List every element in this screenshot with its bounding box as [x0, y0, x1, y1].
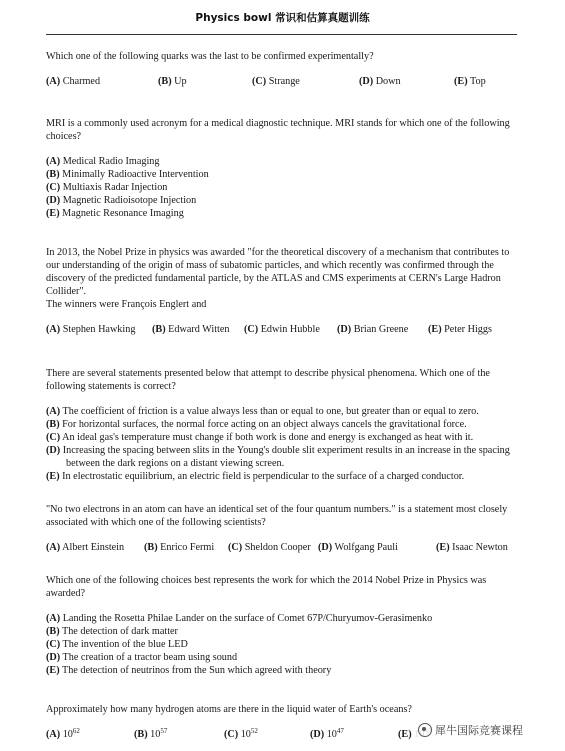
choice-c[interactable]: (C) $10^{52}$ — [224, 727, 258, 740]
question-stem: There are several statements presented below that attempt to describe physical phenomena. Which one of the following statements is correct? — [46, 368, 490, 392]
question-stem: MRI is a commonly used acronym for a medical diagnostic technique. MRI stands for which one of the following choices? — [46, 118, 510, 142]
choice-e[interactable]: (E) Top — [454, 76, 486, 87]
watermark — [414, 721, 527, 739]
choice-d[interactable]: (D) $10^{47}$ — [310, 727, 344, 740]
choice-e[interactable]: (E) Peter Higgs — [428, 324, 492, 335]
choice-e[interactable]: (E) — [398, 729, 412, 740]
choice-c[interactable]: (C) The invention of the blue LED — [46, 639, 188, 650]
choice-a[interactable]: (A) Albert Einstein — [46, 542, 125, 553]
question-2 — [46, 117, 518, 220]
choice-list — [46, 405, 518, 483]
question-6 — [46, 574, 518, 677]
choice-a[interactable]: (A) Charmed — [46, 76, 101, 87]
choice-d[interactable]: (D) Magnetic Radioisotope Injection — [46, 195, 197, 206]
choice-b[interactable]: (B) Minimally Radioactive Intervention — [46, 169, 209, 180]
choice-a[interactable]: (A) The coefficient of friction is a value always less than or equal to one, but greater than or equal to zero. — [46, 406, 479, 417]
choice-d[interactable]: (D) The creation of a tractor beam using sound — [46, 652, 238, 663]
choice-c[interactable]: (C) Sheldon Cooper — [228, 542, 311, 553]
choice-b[interactable]: (B) For horizontal surfaces, the normal force acting on an object always cancels the gravitational force. — [46, 419, 467, 430]
choice-list — [46, 155, 518, 220]
choice-row — [46, 541, 518, 555]
choice-d[interactable]: (D) Increasing the spacing between slits in the Young's double slit experiment results in an increase in the spacing between the dark regions on a distant viewing screen. — [46, 445, 510, 469]
wechat-icon — [418, 723, 432, 737]
choice-c[interactable]: (C) Strange — [252, 76, 300, 87]
question-stem: Approximately how many hydrogen atoms are there in the liquid water of Earth's oceans? — [46, 704, 412, 715]
choice-a[interactable]: (A) Medical Radio Imaging — [46, 156, 160, 167]
question-1 — [46, 50, 518, 89]
choice-c[interactable]: (C) Multiaxis Radar Injection — [46, 182, 168, 193]
question-stem: Which one of the following choices best represents the work for which the 2014 Nobel Prize in Physics was awarded? — [46, 575, 487, 599]
choice-row — [46, 75, 518, 89]
header-rule — [46, 34, 517, 35]
choice-d[interactable]: (D) Down — [359, 76, 401, 87]
choice-e[interactable]: (E) Isaac Newton — [436, 542, 508, 553]
choice-c[interactable]: (C) An ideal gas's temperature must change if both work is done and energy is exchanged as heat with it. — [46, 432, 474, 443]
question-stem-continued: The winners were François Englert and — [46, 299, 207, 310]
question-stem: "No two electrons in an atom can have an identical set of the four quantum numbers." is a statement most closely associated with which one of the following scientists? — [46, 504, 508, 528]
choice-e[interactable]: (E) In electrostatic equilibrium, an electric field is perpendicular to the surface of a charged conductor. — [46, 471, 465, 482]
choice-b[interactable]: (B) Enrico Fermi — [144, 542, 215, 553]
choice-a[interactable]: (A) Landing the Rosetta Philae Lander on the surface of Comet 67P/Churyumov-Gerasimenko — [46, 613, 433, 624]
question-stem: In 2013, the Nobel Prize in physics was awarded "for the theoretical discovery of a mechanism that contributes to our understanding of the origin of mass of subatomic particles, and which recently was confirmed through the discovery of the predicted fundamental particle, by the ATLAS and CMS experiments at CERN's Large Hadron Collider". — [46, 247, 510, 297]
choice-b[interactable]: (B) Up — [158, 76, 187, 87]
question-4 — [46, 367, 518, 483]
choice-e[interactable]: (E) Magnetic Resonance Imaging — [46, 208, 184, 219]
choice-b[interactable]: (B) The detection of dark matter — [46, 626, 178, 637]
choice-b[interactable]: (B) $10^{57}$ — [134, 727, 168, 740]
choice-d[interactable]: (D) Wolfgang Pauli — [318, 542, 398, 553]
choice-d[interactable]: (D) Brian Greene — [337, 324, 409, 335]
question-stem: Which one of the following quarks was the last to be confirmed experimentally? — [46, 51, 374, 62]
choice-row — [46, 323, 518, 337]
page-header: Physics bowl 常识和估算真题训练 — [195, 12, 370, 24]
choice-a[interactable]: (A) Stephen Hawking — [46, 324, 136, 335]
watermark-text: 犀牛国际竞赛课程 — [435, 724, 523, 737]
choice-a[interactable]: (A) $10^{62}$ — [46, 727, 80, 740]
question-3 — [46, 246, 518, 337]
choice-e[interactable]: (E) The detection of neutrinos from the Sun which agreed with theory — [46, 665, 332, 676]
choice-list — [46, 612, 518, 677]
choice-b[interactable]: (B) Edward Witten — [152, 324, 230, 335]
question-5 — [46, 503, 518, 555]
choice-c[interactable]: (C) Edwin Hubble — [244, 324, 320, 335]
